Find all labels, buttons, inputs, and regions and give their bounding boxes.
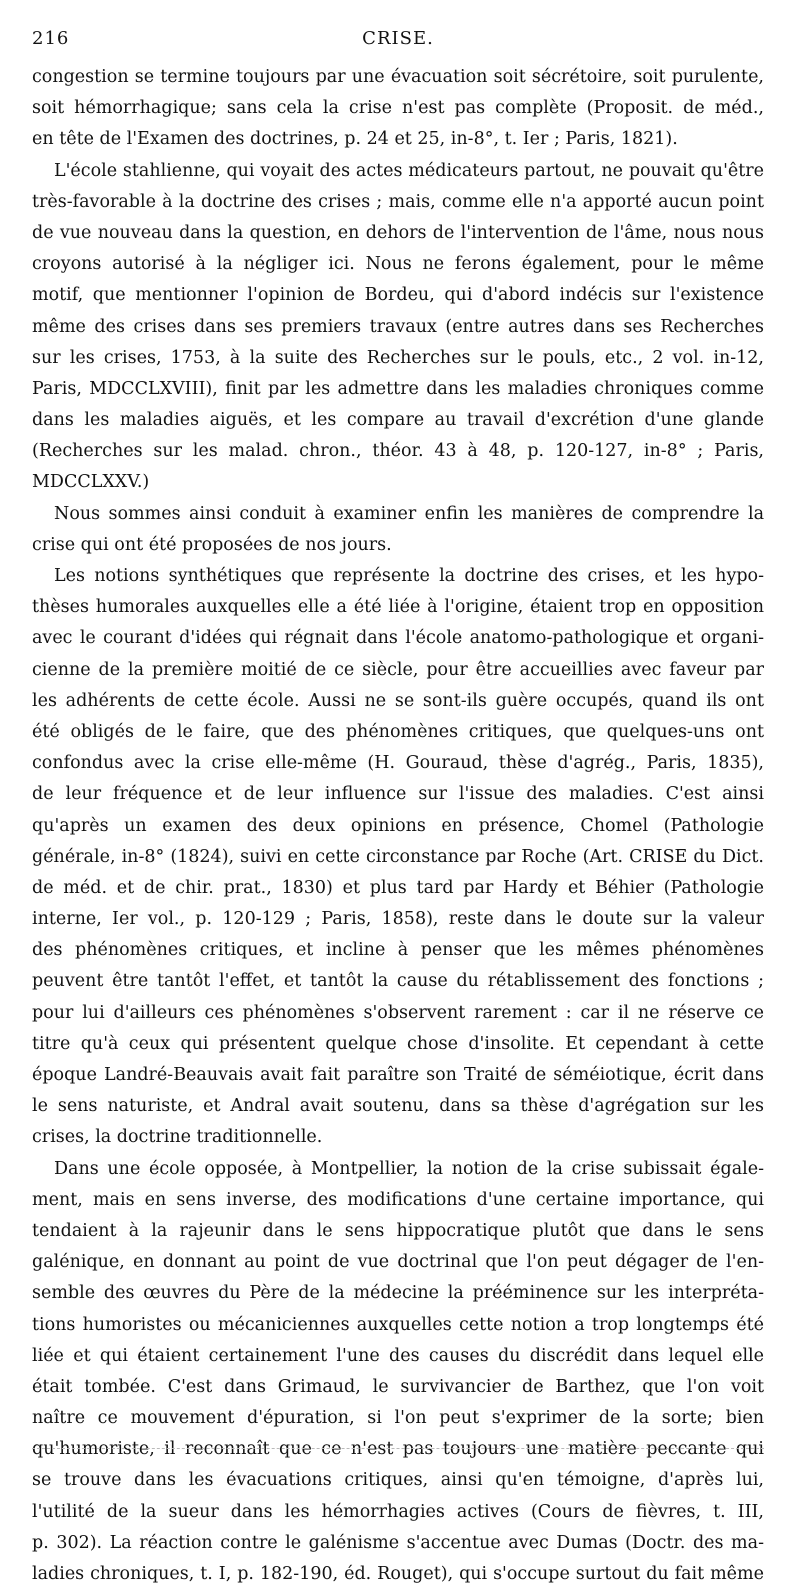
text-line: cienne de la première moitié de ce siècle, pour être accueillies avec faveur par [32, 659, 764, 680]
text-line: ment, mais en sens inverse, des modifications d'une certaine importance, qui [32, 1189, 764, 1210]
text-line: qu'humoriste, il reconnaît que ce n'est pas toujours une matière peccante qui [32, 1439, 764, 1460]
text-line: congestion se termine toujours par une évacuation soit sécrétoire, soit purulente, [32, 67, 764, 87]
text-line: peuvent être tantôt l'effet, et tantôt la cause du rétablissement des fonctions ; [32, 971, 764, 992]
text-line: Nous sommes ainsi conduit à examiner enfin les manières de comprendre la [54, 503, 764, 524]
text-line: (Recherches sur les malad. chron., théor. 43 à 48, p. 120-127, in-8° ; Paris, [32, 441, 764, 462]
text-line: soit hémorrhagique; sans cela la crise n'est pas complète (Proposit. de méd., [32, 98, 764, 119]
running-title: CRISE. [362, 28, 434, 49]
text-line: même des crises dans ses premiers travaux (entre autres dans ses Recherches [32, 316, 764, 337]
text-line: crises, la doctrine traditionnelle. [32, 1127, 323, 1148]
text-line: les adhérents de cette école. Aussi ne se sont-ils guère occupés, quand ils ont [32, 690, 764, 711]
text-line: MDCCLXXV.) [32, 472, 150, 493]
text-line: l'utilité de la sueur dans les hémorrhagies actives (Cours de fièvres, t. III, [32, 1501, 764, 1522]
text-line: se trouve dans les évacuations critiques, ainsi qu'en témoigne, d'après lui, [32, 1470, 764, 1491]
text-line: interne, Ier vol., p. 120-129 ; Paris, 1858), reste dans le doute sur la valeur [32, 909, 764, 930]
text-line: titre qu'à ceux qui présentent quelque chose d'insolite. Et cependant à cette [32, 1033, 764, 1054]
text-line: qu'après un examen des deux opinions en présence, Chomel (Pathologie [32, 815, 764, 836]
text-line: très-favorable à la doctrine des crises ; mais, comme elle n'a apporté aucun point [32, 191, 764, 212]
text-line: tions humoristes ou mécaniciennes auxquelles cette notion a trop longtemps été [32, 1314, 764, 1335]
text-line: été obligés de le faire, que des phénomènes critiques, que quelques-uns ont [32, 721, 764, 742]
text-line: pour lui d'ailleurs ces phénomènes s'observent rarement : car il ne réserve ce [32, 1002, 764, 1023]
text-line: tendaient à la rajeunir dans le sens hippocratique plutôt que dans le sens [32, 1220, 764, 1241]
text-line: de méd. et de chir. prat., 1830) et plus tard par Hardy et Béhier (Pathologie [32, 877, 764, 898]
page-bottom-rule [32, 1448, 764, 1449]
text-line: époque Landré-Beauvais avait fait paraître son Traité de séméiotique, écrit dans [32, 1065, 764, 1085]
text-line: en tête de l'Examen des doctrines, p. 24 et 25, in-8°, t. Ier ; Paris, 1821). [32, 129, 678, 150]
text-line: semble des œuvres du Père de la médecine la prééminence sur les interpréta- [32, 1283, 764, 1304]
text-line: Paris, MDCCLXVIII), finit par les admettre dans les maladies chroniques comme [32, 378, 764, 399]
text-line: des phénomènes critiques, et incline à penser que les mêmes phénomènes [32, 940, 764, 961]
text-line: était tombée. C'est dans Grimaud, le survivancier de Barthez, que l'on voit [32, 1376, 764, 1397]
text-line: thèses humorales auxquelles elle a été liée à l'origine, étaient trop en opposition [32, 597, 764, 618]
text-line: p. 302). La réaction contre le galénisme s'accentue avec Dumas (Doctr. des ma- [32, 1532, 764, 1553]
text-line: liée et qui étaient certainement l'une des causes du discrédit dans lequel elle [32, 1345, 764, 1366]
page-number: 216 [32, 28, 70, 49]
text-line: le sens naturiste, et Andral avait soutenu, dans sa thèse d'agrégation sur les [32, 1096, 764, 1117]
text-line: Dans une école opposée, à Montpellier, la notion de la crise subissait égale- [54, 1158, 764, 1179]
text-line: motif, que mentionner l'opinion de Bordeu, qui d'abord indécis sur l'existence [32, 285, 764, 306]
text-line: ladies chroniques, t. I, p. 182-190, éd. Rouget), qui s'occupe surtout du fait même [32, 1564, 764, 1584]
page-header [32, 28, 764, 56]
text-line: de leur fréquence et de leur influence sur l'issue des maladies. C'est ainsi [32, 784, 764, 805]
text-line: galénique, en donnant au point de vue doctrinal que l'on peut dégager de l'en- [32, 1252, 764, 1273]
text-line: Les notions synthétiques que représente la doctrine des crises, et les hypo- [54, 566, 764, 586]
text-line: générale, in-8° (1824), suivi en cette circonstance par Roche (Art. CRISE du Dict. [32, 846, 764, 867]
text-line: croyons autorisé à la négliger ici. Nous ne ferons également, pour le même [32, 254, 764, 275]
text-line: crise qui ont été proposées de nos jours. [32, 534, 392, 555]
text-line: confondus avec la crise elle-même (H. Gouraud, thèse d'agrég., Paris, 1835), [32, 753, 764, 774]
text-line: avec le courant d'idées qui régnait dans l'école anatomo-pathologique et organi- [32, 628, 764, 649]
text-line: L'école stahlienne, qui voyait des actes médicateurs partout, ne pouvait qu'être [54, 160, 764, 181]
text-line: de vue nouveau dans la question, en dehors de l'intervention de l'âme, nous nous [32, 222, 764, 243]
text-line: naître ce mouvement d'épuration, si l'on peut s'exprimer de la sorte; bien [32, 1408, 764, 1429]
text-line: sur les crises, 1753, à la suite des Recherches sur le pouls, etc., 2 vol. in-12, [32, 347, 764, 368]
body-text [32, 62, 764, 1590]
text-line: dans les maladies aiguës, et les compare au travail d'excrétion d'une glande [32, 410, 764, 431]
